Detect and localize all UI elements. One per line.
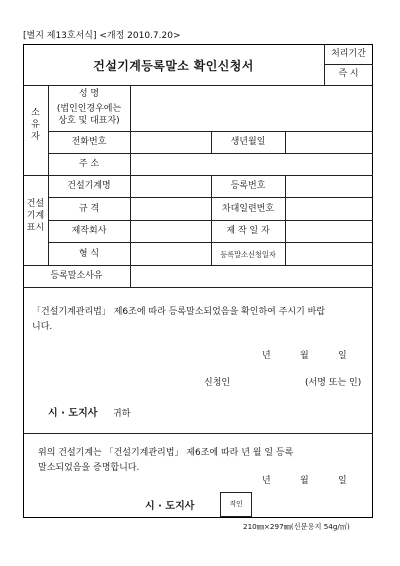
owner-phone-label: 전화번호 <box>71 137 107 147</box>
equipment-type-label: 형 식 <box>78 249 100 259</box>
applicant-label: 신청인 <box>204 378 231 388</box>
sign-note: (서명 또는 인) <box>305 378 362 388</box>
certificate-statement: 위의 건설기계는 「건설기계관리법」 제6조에 따라 년 월 일 등록 말소되었음을 증명합니다. <box>38 448 294 473</box>
equipment-cancel-date-label: 등록말소신청일자 <box>220 250 276 259</box>
seal-label: 직인 <box>229 500 243 508</box>
equipment-spec-label: 규 격 <box>78 204 100 214</box>
equipment-year-label: 제 작 일 자 <box>226 226 270 236</box>
request-statement: 「건설기계관리법」 제6조에 따라 등록말소되었음을 확인하여 주시기 바랍 니다. <box>32 307 326 332</box>
equipment-chassis-label: 차대일련번호 <box>221 204 275 214</box>
equipment-reg-no-label: 등록번호 <box>230 181 266 191</box>
form-title: 건설기계등록말소 확인신청서 <box>93 59 254 73</box>
owner-section-label: 소 유 자 <box>31 108 40 142</box>
request-recipient: 시 · 도지사 <box>48 408 98 419</box>
owner-dob-label: 생년월일 <box>230 137 266 147</box>
request-year-label: 년 <box>262 351 271 361</box>
reason-label: 등록말소사유 <box>50 271 103 281</box>
certificate-year-label: 년 <box>262 476 271 486</box>
equipment-section-label: 건설 기계 표시 <box>26 199 45 233</box>
equipment-name-label: 건설기계명 <box>67 181 111 191</box>
paper-spec: 210㎜×297㎜(신문용지 54g/㎡) <box>243 522 350 531</box>
owner-name-label: 성 명 <box>78 89 100 99</box>
processing-label: 처리기간 <box>331 49 366 59</box>
processing-value: 즉 시 <box>338 69 359 79</box>
request-day-label: 일 <box>338 351 347 361</box>
request-month-label: 월 <box>300 351 309 361</box>
request-recipient-suffix: 귀하 <box>113 409 131 419</box>
certificate-day-label: 일 <box>338 476 347 486</box>
equipment-maker-label: 제작회사 <box>71 226 107 236</box>
owner-name-note: (법인인경우에는 상호 및 대표자) <box>56 104 122 126</box>
owner-address-label: 주 소 <box>78 159 100 169</box>
form-label: [별지 제13호서식] <개정 2010.7.20> <box>23 31 181 41</box>
certificate-issuer: 시 · 도지사 <box>145 501 195 512</box>
certificate-month-label: 월 <box>300 476 309 486</box>
